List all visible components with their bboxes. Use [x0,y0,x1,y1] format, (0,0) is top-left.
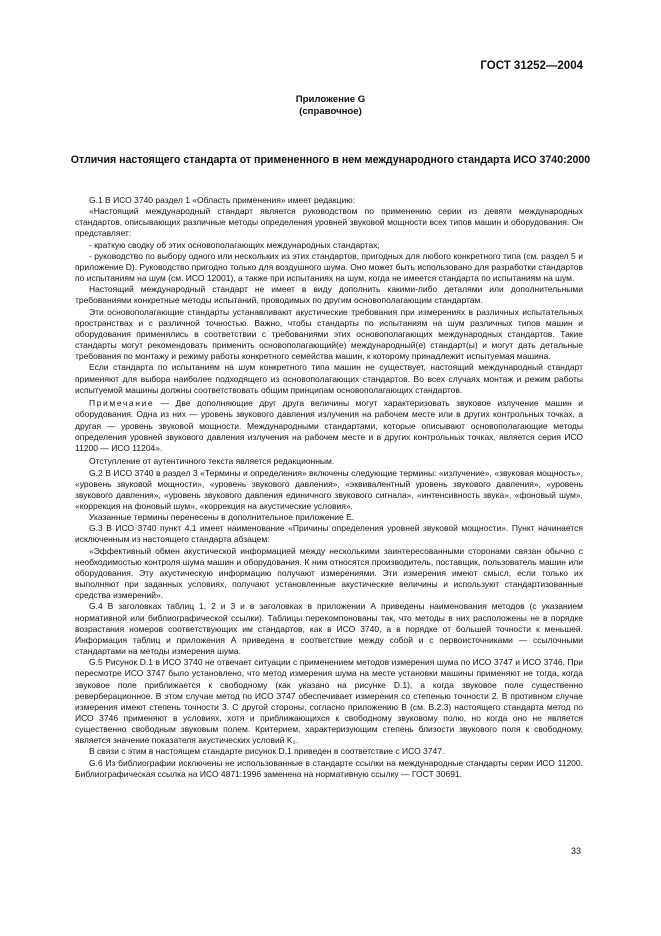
paragraph-g2: G.2 В ИСО 3740 в раздел 3 «Термины и определения» включены следующие термины: «излучение», «звуковая мощность», «уровень звуковой мощности», «уровень звукового давления», «эквивалентный уровень звукового давления», «уровень звукового давления», «уровень звукового давления единичного звукового сигнала», «интенсивность звука», «фоновый шум», «коррекция на фоновый шум», «коррекция на акустические условия». [75,467,583,511]
standard-number: ГОСТ 31252—2004 [480,60,583,72]
paragraph-quote-intro: «Настоящий международный стандарт является руководством по применению серии из девяти международных стандартов, описывающих различные методы определения уровней звуковой мощности всех типов машин и оборудования. Он представляет: [75,206,583,239]
document-body [75,195,583,780]
list-item: - краткую сводку об этих основополагающих международных стандартах; [89,239,380,250]
paragraph: Отступление от аутентичного текста является редакционным. [89,456,335,467]
paragraph-g5: G.5 Рисунок D.1 в ИСО 3740 не отвечает ситуации с применением методов измерения шума по ИСО 3747 и ИСО 3746. При пересмотре ИСО 3747 было установлено, что метод измерения шума на месте установки машины применяют не тогда, когда звуковое поле приближается к свободному (как указано на рисунке D.1), а когда звуковое поле существенно реверберационное. В этом случае метод по ИСО 3747 обеспечивает измерения со степенью точности 2. В противном случае измерения имеют степень точности 3. С другой стороны, согласно приложению В (см. В.2.3) настоящего стандарта метод по ИСО 3746 применяют в условиях, хотя и приближающихся к свободному звуковому полю, но когда оно не является существенно свободным звуковым полем. Критерием, характеризующим степень близости звукового поля к свободному, является значение показателя акустических условий K₂. [75,657,583,746]
paragraph: Настоящий международный стандарт не имеет в виду дополнить какими-либо деталями или дополнительными требованиями конкретные методы испытаний, проводимых по другим основополагающим стандартам. [75,284,583,306]
appendix-label: Приложение G [295,94,366,105]
paragraph-g3: G.3 В ИСО 3740 пункт 4.1 имеет наименование «Причины определения уровней звуковой мощности». Пункт начинается исключенным из настоящего стандарта абзацем: [75,523,583,545]
paragraph: Указанные термины перенесены в дополнительное приложение Е. [89,512,355,523]
paragraph-g4: G.4 В заголовках таблиц 1, 2 и 3 и в заголовках в приложении А приведены наименования методов (с указанием нормативной или библиографической ссылки). Таблицы перекомпонованы так, что методы в них расположены не в порядке возрастания номеров соответствующих им стандартов, как в ИСО 3740, а в порядке от большей точности к меньшей. Информация таблиц и приложения А приведена в соответствие между собой и с первоисточниками — ссылочными стандартами на методы измерения шума. [75,601,583,657]
list-item: - руководство по выбору одного или нескольких из этих стандартов, пригодных для любого конкретного типа (см. раздел 5 и приложение D). Руководство пригодно только для воздушного шума. Оно может быть использовано для разработки стандартов по испытаниям на шум (см. ИСО 12001), а также при испытаниях на шум, когда не имеется стандарта по испытаниям на шум. [75,250,583,284]
note-paragraph [75,398,583,454]
paragraph-g1: G.1 В ИСО 3740 раздел 1 «Область применения» имеет редакцию: [89,195,355,205]
note-text: — Две дополняющие друг друга величины могут характеризовать звуковое излучение машин и оборудования. Одна из них — уровень звукового давления излучения на рабочем месте или в других контрольных точках, а другая — уровень звуковой мощности. Международными стандартами, которые описывают основополагающие методы определения уровней звукового давления излучения на рабочем месте и в других контрольных точках, является серия ИСО 11200 — ИСО 11204». [75,398,583,453]
appendix-heading [0,94,661,118]
appendix-kind: (справочное) [299,106,362,117]
paragraph: В связи с этим в настоящем стандарте рисунок D.1 приведен в соответствие с ИСО 3747. [89,746,445,757]
paragraph-quote: «Эффективный обмен акустической информацией между несколькими заинтересованными сторонами связан обычно с необходимостью контроля шума машин и оборудования. К ним относятся производитель, поставщик, пользователь машин или оборудования. Эту акустическую информацию получают измерениями. Эти измерения имеют смысл, если только их выполняют при заданных условиях, получают установленные акустические величины и используют стандартизованные средства измерений». [75,545,583,601]
paragraph: Если стандарта по испытаниям на шум конкретного типа машин не существует, настоящий международный стандарт применяют для выбора наиболее подходящего из основополагающих стандартов. Во всех случаях монтаж и режим работы испытуемой машины должны соответствовать общим принципам основополагающих стандартов. [75,362,583,395]
document-title: Отличия настоящего стандарта от примененного в нем международного стандарта ИСО 3740:2000 [70,154,591,166]
paragraph: Эти основополагающие стандарты устанавливают акустические требования при измерениях в различных испытательных пространствах и с различной точностью. Важно, чтобы стандарты по испытаниям на шум различных типов машин и оборудования применялись в соответствии с требованиями этих основополагающих международных стандартов. Такие стандарты могут рекомендовать применить основополагающий(е) международный(е) стандарт(ы) и могут дать детальные требования по монтажу и режиму работы конкретного семейства машин, к которому принадлежит испытуемая машина. [75,306,583,362]
page-number: 33 [570,846,581,856]
paragraph-g6: G.6 Из библиографии исключены не использованные в стандарте ссылки на международные стандарты серии ИСО 11200. Библиографическая ссылка на ИСО 4871:1996 заменена на нормативную ссылку — ГОСТ 30691. [75,757,583,779]
note-label: Примечание [89,398,155,409]
